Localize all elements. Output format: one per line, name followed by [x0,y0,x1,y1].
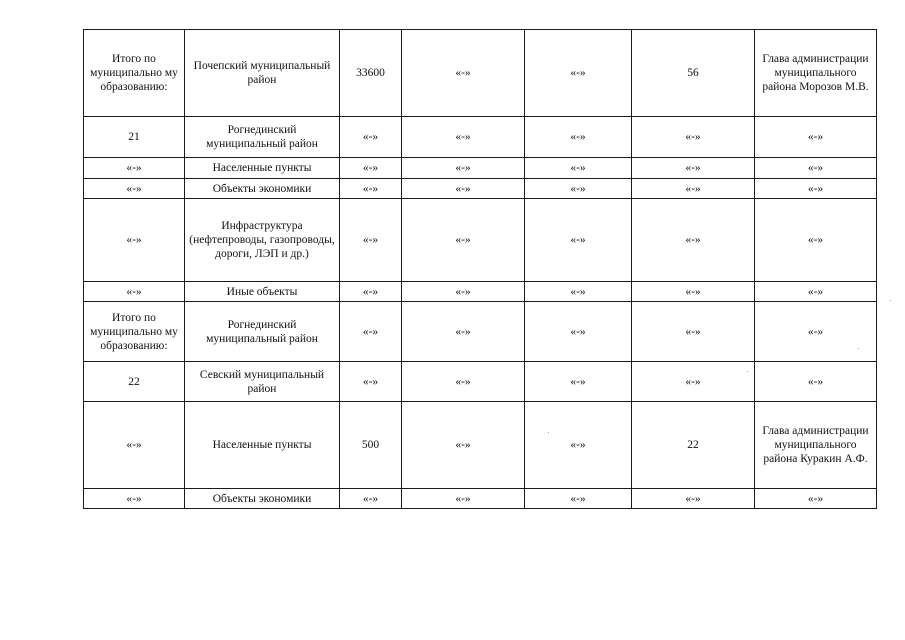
value-cell-2: «-» [402,199,525,282]
value-cell-4: «-» [632,489,755,509]
scan-speck [548,432,549,433]
value-cell-1: «-» [340,158,402,179]
object-name-cell: Рогнединский муниципальный район [185,302,340,362]
object-name-cell: Почепский муниципальный район [185,30,340,117]
value-cell-2: «-» [402,30,525,117]
scan-speck [858,348,859,349]
value-cell-4: «-» [632,179,755,199]
responsible-cell: «-» [755,282,877,302]
value-cell-3: «-» [525,117,632,158]
value-cell-4: «-» [632,199,755,282]
object-name-cell: Севский муниципальный район [185,362,340,402]
row-number-cell: 22 [84,362,185,402]
value-cell-3: «-» [525,302,632,362]
table-row [84,199,877,282]
table-row [84,282,877,302]
responsible-cell: «-» [755,158,877,179]
table-row [84,179,877,199]
row-number-cell: «-» [84,282,185,302]
table-row [84,489,877,509]
value-cell-1: «-» [340,199,402,282]
value-cell-2: «-» [402,302,525,362]
value-cell-4: «-» [632,302,755,362]
scan-speck [747,371,748,372]
row-number-cell: 21 [84,117,185,158]
value-cell-2: «-» [402,282,525,302]
value-cell-3: «-» [525,402,632,489]
table-row [84,362,877,402]
responsible-cell: Глава администрации муниципального района Морозов М.В. [755,30,877,117]
row-number-cell: Итого по муниципально му образованию: [84,302,185,362]
value-cell-3: «-» [525,282,632,302]
row-number-cell: «-» [84,179,185,199]
value-cell-1: «-» [340,302,402,362]
value-cell-2: «-» [402,179,525,199]
table-row [84,158,877,179]
value-cell-3: «-» [525,179,632,199]
value-cell-4: «-» [632,282,755,302]
value-cell-4: «-» [632,158,755,179]
value-cell-3: «-» [525,158,632,179]
table-row [84,117,877,158]
row-number-cell: «-» [84,402,185,489]
value-cell-2: «-» [402,489,525,509]
row-number-cell: Итого по муниципально му образованию: [84,30,185,117]
responsible-cell: «-» [755,199,877,282]
value-cell-2: «-» [402,158,525,179]
responsible-cell: Глава администрации муниципального района Куракин А.Ф. [755,402,877,489]
value-cell-4: 22 [632,402,755,489]
object-name-cell: Населенные пункты [185,402,340,489]
value-cell-3: «-» [525,489,632,509]
object-name-cell: Рогнединский муниципальный район [185,117,340,158]
responsible-cell: «-» [755,302,877,362]
data-table [83,29,877,509]
value-cell-1: 33600 [340,30,402,117]
value-cell-2: «-» [402,402,525,489]
value-cell-3: «-» [525,362,632,402]
object-name-cell: Инфраструктура (нефтепроводы, газопроводы, дороги, ЛЭП и др.) [185,199,340,282]
table-row [84,402,877,489]
value-cell-1: «-» [340,362,402,402]
object-name-cell: Населенные пункты [185,158,340,179]
value-cell-4: «-» [632,117,755,158]
row-number-cell: «-» [84,158,185,179]
responsible-cell: «-» [755,117,877,158]
responsible-cell: «-» [755,179,877,199]
value-cell-2: «-» [402,117,525,158]
value-cell-3: «-» [525,199,632,282]
object-name-cell: Объекты экономики [185,179,340,199]
value-cell-4: 56 [632,30,755,117]
value-cell-1: «-» [340,282,402,302]
value-cell-2: «-» [402,362,525,402]
value-cell-1: «-» [340,489,402,509]
row-number-cell: «-» [84,489,185,509]
responsible-cell: «-» [755,489,877,509]
responsible-cell: «-» [755,362,877,402]
table-row [84,30,877,117]
scan-speck [890,300,891,301]
value-cell-4: «-» [632,362,755,402]
object-name-cell: Иные объекты [185,282,340,302]
value-cell-1: 500 [340,402,402,489]
value-cell-3: «-» [525,30,632,117]
value-cell-1: «-» [340,179,402,199]
table-row [84,302,877,362]
object-name-cell: Объекты экономики [185,489,340,509]
row-number-cell: «-» [84,199,185,282]
value-cell-1: «-» [340,117,402,158]
